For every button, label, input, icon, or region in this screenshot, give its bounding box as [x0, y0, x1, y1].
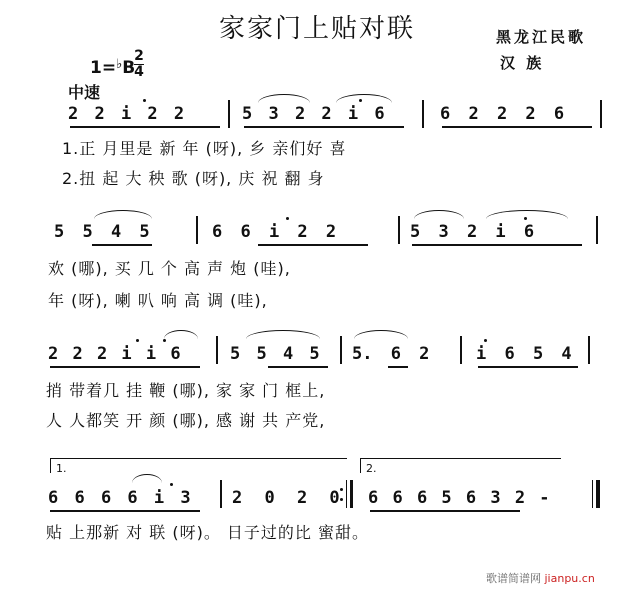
barline [220, 480, 222, 508]
high-dot [136, 339, 139, 342]
barline [422, 100, 424, 128]
underline [244, 126, 404, 128]
system-2-lyric-2: 年 (呀), 喇 叭 响 高 调 (哇), [48, 291, 268, 310]
system-2-measure-3: 5 3 2 i 6 [410, 222, 535, 242]
repeat-dot [340, 498, 343, 501]
volta-2-number: 2. [366, 462, 377, 475]
barline [596, 216, 598, 244]
watermark-url: jianpu.cn [544, 572, 595, 585]
barline [196, 216, 198, 244]
slur [354, 330, 408, 339]
high-dot [143, 99, 146, 102]
system-1-measure-3: 6 2 2 2 6 [440, 104, 565, 124]
slur [414, 210, 464, 219]
underline [388, 366, 408, 368]
underline [70, 126, 220, 128]
underline [268, 366, 328, 368]
time-top: 2 [134, 48, 144, 64]
system-1-lyric-2: 2.扭 起 大 秧 歌 (呀), 庆 祝 翻 身 [62, 169, 325, 188]
slur [486, 210, 568, 219]
system-4-measure-3: 6 6 6 5 6 3 2 - [368, 488, 550, 508]
underline [412, 244, 582, 246]
key-signature [90, 58, 135, 78]
system-2-measure-1: 5 5 4 5 [54, 222, 150, 242]
region-label: 黑龙江民歌 [496, 28, 587, 46]
volta-2 [360, 458, 561, 473]
barline [228, 100, 230, 128]
tempo-marking: 中速 [68, 83, 101, 102]
high-dot [286, 217, 289, 220]
watermark-text: 歌谱简谱网 [486, 572, 541, 585]
volta-1-number: 1. [56, 462, 67, 475]
system-4-lyric-1: 贴 上那新 对 联 (呀)。 日子过的比 蜜甜。 [46, 523, 370, 542]
barline [588, 336, 590, 364]
underline [50, 366, 200, 368]
barline [398, 216, 400, 244]
final-thin-bar [592, 480, 593, 508]
slur [258, 94, 310, 103]
system-3-measure-3: 5. 6 2 [352, 344, 430, 364]
slur [164, 330, 198, 339]
underline [92, 244, 152, 246]
key-prefix: 1= [90, 58, 117, 78]
final-thick-bar [596, 480, 600, 508]
high-dot [170, 483, 173, 486]
high-dot [163, 339, 166, 342]
system-2-measure-2: 6 6 i 2 2 [212, 222, 337, 242]
underline [258, 244, 368, 246]
barline [460, 336, 462, 364]
flat-sign: ♭ [116, 57, 123, 72]
system-4-measure-1: 6 6 6 6 i 3 [48, 488, 191, 508]
underline [442, 126, 592, 128]
high-dot [484, 339, 487, 342]
system-1-lyric-1: 1.正 月里是 新 年 (呀), 乡 亲们好 喜 [62, 139, 347, 158]
system-1-measure-2: 5 3 2 2 i 6 [242, 104, 385, 124]
key-note: B [122, 58, 136, 78]
high-dot [524, 217, 527, 220]
repeat-thin-bar [346, 480, 347, 508]
underline [50, 510, 200, 512]
system-1-measure-1: 2 2 i 2 2 [68, 104, 185, 124]
repeat-thick-bar [350, 480, 353, 508]
underline [370, 510, 520, 512]
slur [246, 330, 320, 339]
slur [132, 474, 162, 483]
time-bottom: 4 [134, 64, 144, 80]
barline [216, 336, 218, 364]
barline [340, 336, 342, 364]
system-3-lyric-1: 捎 带着几 挂 鞭 (哪), 家 家 门 框上, [46, 381, 326, 400]
system-3-measure-1: 2 2 2 i i 6 [48, 344, 181, 364]
ethnicity-label: 汉 族 [500, 54, 545, 72]
system-3-measure-2: 5 5 4 5 [230, 344, 320, 364]
slur [94, 210, 152, 219]
repeat-dot [340, 488, 343, 491]
song-title: 家家门上贴对联 [218, 14, 415, 44]
barline [600, 100, 602, 128]
volta-1 [50, 458, 347, 473]
system-3-lyric-2: 人 人都笑 开 颜 (哪), 感 谢 共 产党, [46, 411, 326, 430]
system-2-lyric-1: 欢 (哪), 买 几 个 高 声 炮 (哇), [48, 259, 291, 278]
slur [336, 94, 392, 103]
system-3-measure-4: i 6 5 4 [476, 344, 572, 364]
time-signature [134, 50, 144, 79]
watermark [486, 570, 595, 586]
underline [478, 366, 578, 368]
system-4-measure-2: 2 0 2 0 [232, 488, 340, 508]
high-dot [359, 99, 362, 102]
